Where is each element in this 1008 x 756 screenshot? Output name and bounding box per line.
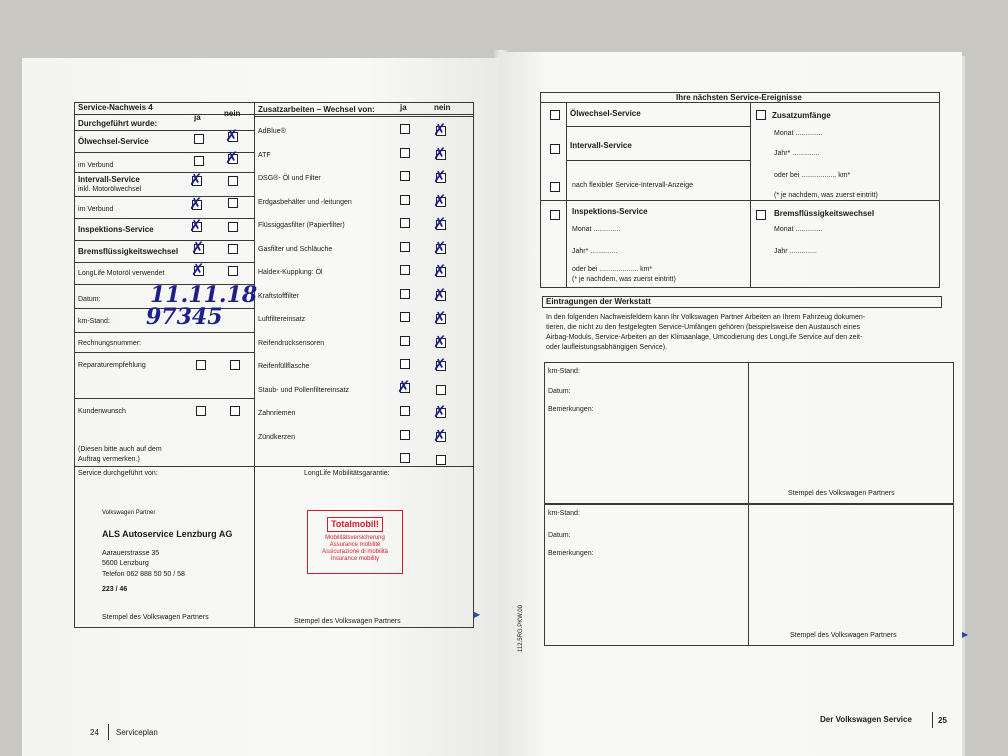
zusatz-ja-checkbox[interactable] <box>400 312 410 322</box>
divider <box>748 504 749 646</box>
zusatz-ja-checkbox[interactable] <box>400 124 410 134</box>
kunden-nein-checkbox[interactable] <box>230 406 240 416</box>
hinweis-2: Auftrag vermerken.) <box>78 456 140 463</box>
stamp-city: 5600 Lenzburg <box>102 560 149 567</box>
zusatz-ja-checkbox[interactable] <box>400 218 410 228</box>
zusatz-row-label: Staub- und Pollenfiltereinsatz <box>258 386 350 394</box>
section-title: Service-Nachweis 4 <box>78 103 153 112</box>
zusatz-label: Zusatzumfänge <box>772 111 831 120</box>
check-mark-icon: ✗ <box>433 284 447 304</box>
longlife-nein-checkbox[interactable] <box>228 266 238 276</box>
werkstatt-box-1 <box>544 362 954 504</box>
next-arrow-icon: ▶ <box>474 610 481 619</box>
check-mark-icon: ✗ <box>433 120 447 139</box>
zusatz-ja-checkbox[interactable] <box>400 359 410 369</box>
reparatur-ja-checkbox[interactable] <box>196 360 206 370</box>
oelwechsel-next-checkbox[interactable] <box>550 110 560 120</box>
zusatz-row-label: Luftfiltereinsatz <box>258 316 306 323</box>
rule <box>74 352 254 353</box>
totalmobil-stamp <box>307 510 403 574</box>
col-nein-right: nein <box>434 103 451 112</box>
zusatz-row-label: Erdgasbehälter und -leitungen <box>258 198 352 206</box>
check-mark-icon: ✗ <box>225 148 239 167</box>
jahr-2: Jahr* .............. <box>572 248 618 255</box>
rule <box>566 160 750 161</box>
durchgefuehrt-label: Durchgeführt wurde: <box>78 119 158 128</box>
werkstatt-text: Airbag-Moduls, Service-Arbeiten an der Klimaanlage, Umcodierung des LongLife Service auf den zeit- <box>546 334 863 341</box>
stempel-1: Stempel des Volkswagen Partners <box>788 490 895 497</box>
check-mark-icon: ✗ <box>433 143 447 163</box>
stamp-partner: Volkswagen Partner <box>102 510 156 516</box>
bemerkungen-1: Bemerkungen: <box>548 406 594 413</box>
zusatz-ja-checkbox[interactable] <box>400 265 410 275</box>
page-title-right: Der Volkswagen Service <box>820 715 912 724</box>
row-verbund-2: im Verbund <box>78 206 114 213</box>
zusatz-ja-checkbox[interactable] <box>400 406 410 416</box>
col-ja: ja <box>194 113 201 122</box>
rule <box>74 332 254 333</box>
zusatz-row-label: AdBlue® <box>258 128 286 135</box>
stempel-2: Stempel des Volkswagen Partners <box>790 632 897 639</box>
next-arrow-icon: ▶ <box>962 630 969 639</box>
brems-nein-checkbox[interactable] <box>228 244 238 254</box>
werkstatt-title: Eintragungen der Werkstatt <box>546 297 651 306</box>
check-mark-icon: ✗ <box>433 402 447 421</box>
zusatz-ja-checkbox[interactable] <box>400 453 410 463</box>
check-mark-icon: ✗ <box>189 170 203 189</box>
check-mark-icon: ✗ <box>433 331 447 351</box>
check-mark-icon: ✗ <box>433 167 447 186</box>
zusatz-row-label: DSG®- Öl und Filter <box>258 175 321 182</box>
flexibel-checkbox[interactable] <box>550 182 560 192</box>
form-divider <box>254 102 255 628</box>
page-title-left: Serviceplan <box>116 728 158 737</box>
zusatz-ja-checkbox[interactable] <box>400 336 410 346</box>
side-code: 112.5RG.PKW.00 <box>518 605 524 652</box>
rule <box>540 102 940 103</box>
zusatz-row-label: Zahnriemen <box>258 410 296 417</box>
zusatz-row-label: ATF <box>258 151 271 159</box>
col-nein: nein <box>224 109 241 118</box>
datum-label: Datum: <box>78 296 101 303</box>
ereignisse-header: Ihre nächsten Service-Ereignisse <box>676 93 802 102</box>
left-page <box>22 58 500 756</box>
check-mark-icon: ✗ <box>433 237 447 257</box>
oelwechsel-next: Ölwechsel-Service <box>570 109 641 118</box>
oder-bei-1: oder bei .................. km* <box>774 172 851 179</box>
datum-1: Datum: <box>548 388 571 395</box>
kunden-label: Kundenwunsch <box>78 408 126 415</box>
row-verbund-1: im Verbund <box>78 162 114 169</box>
zusatz-row-label: Zündkerzen <box>258 433 295 441</box>
row-intervall: Intervall-Service <box>78 175 140 184</box>
check-mark-icon: ✗ <box>189 194 203 213</box>
inspektion-next-checkbox[interactable] <box>550 210 560 220</box>
check-mark-icon: ✗ <box>189 216 203 235</box>
service-by-label: Service durchgeführt von: <box>78 470 158 477</box>
check-mark-icon: ✗ <box>191 260 205 279</box>
oder-bei-2: oder bei .................... km* <box>572 266 653 273</box>
datum-handwritten: 11.11.18 <box>150 282 258 308</box>
bemerkungen-2: Bemerkungen: <box>548 550 594 557</box>
row-inspektion: Inspektions-Service <box>78 225 154 234</box>
werkstatt-text: tieren, die nicht zu den festgelegten Service-Umfängen gehören (beispielsweise den Austausch eines <box>546 324 861 331</box>
zusatz-row-label: Reifenfüllflasche <box>258 363 310 370</box>
km-label: km-Stand: <box>78 318 110 325</box>
rechnung-label: Rechnungsnummer: <box>78 340 142 347</box>
inspektion-next: Inspektions-Service <box>572 207 648 216</box>
check-mark-icon: ✗ <box>433 355 447 374</box>
stamp-phone: Telefon 062 888 50 50 / 58 <box>102 571 185 578</box>
flexibel-label: nach flexibler Service-Intervall-Anzeige <box>572 182 693 189</box>
stamp-code: 223 / 46 <box>102 586 128 593</box>
rule <box>254 116 474 117</box>
km-handwritten: 97345 <box>146 304 223 330</box>
rule <box>74 466 474 467</box>
rule <box>74 240 254 241</box>
je-nachdem-1: (* je nachdem, was zuerst eintritt) <box>774 192 878 199</box>
rule <box>540 200 940 201</box>
verbund1-ja-checkbox[interactable] <box>194 156 204 166</box>
intervall-nein-checkbox[interactable] <box>228 176 238 186</box>
check-mark-icon: ✗ <box>433 308 447 327</box>
stamp-name: ALS Autoservice Lenzburg AG <box>102 529 233 539</box>
stempel-right: Stempel des Volkswagen Partners <box>294 618 401 625</box>
oelwechsel-ja-checkbox[interactable] <box>194 134 204 144</box>
page-number-right: 25 <box>938 716 947 725</box>
divider <box>566 102 567 288</box>
rule <box>74 172 254 173</box>
totalmobil-line: Insurance mobility <box>330 556 380 563</box>
zusatz-row-label: Haldex-Kupplung: Öl <box>258 269 323 276</box>
row-longlife: LongLife Motoröl verwendet <box>78 270 165 277</box>
werkstatt-box-2 <box>544 504 954 646</box>
zusatz-ja-checkbox[interactable] <box>400 171 410 181</box>
monat-1: Monat .............. <box>774 130 823 137</box>
brems-next-checkbox[interactable] <box>756 210 766 220</box>
garantie-label: LongLife Mobilitätsgarantie: <box>304 470 390 477</box>
rule <box>74 114 474 115</box>
verbund2-nein-checkbox[interactable] <box>228 198 238 208</box>
divider <box>750 102 751 288</box>
reparatur-label: Reparaturempfehlung <box>78 362 146 369</box>
datum-2: Datum: <box>548 532 571 539</box>
divider <box>748 362 749 504</box>
intervall-next: Intervall-Service <box>570 141 632 150</box>
page-number-left: 24 <box>90 728 99 737</box>
werkstatt-text: In den folgenden Nachweisfeldern kann Ihr Volkswagen Partner Arbeiten an Ihrem Fahrzeug dokumen- <box>546 314 866 321</box>
werkstatt-text: oder laufleistungsabhängigen Service). <box>546 344 668 351</box>
zusatz-row-label: Gasfilter und Schläuche <box>258 245 333 253</box>
zusatz-ja-checkbox[interactable] <box>400 195 410 205</box>
check-mark-icon: ✗ <box>433 425 447 445</box>
check-mark-icon: ✗ <box>191 238 205 257</box>
zusatz-ja-checkbox[interactable] <box>400 289 410 299</box>
rule <box>74 196 254 197</box>
hinweis-1: (Diesen bitte auch auf dem <box>78 446 162 453</box>
check-mark-icon: ✗ <box>397 376 411 396</box>
je-nachdem-2: (* je nachdem, was zuerst eintritt) <box>572 276 676 283</box>
ereignisse-frame <box>540 92 940 288</box>
row-brems: Bremsflüssigkeitswechsel <box>78 247 179 256</box>
monat-3: Monat .............. <box>774 226 823 233</box>
zusatz-ja-checkbox[interactable] <box>400 430 410 440</box>
brems-next: Bremsflüssigkeitswechsel <box>774 209 875 218</box>
footer-rule <box>932 712 933 728</box>
check-mark-icon: ✗ <box>433 261 447 280</box>
footer-rule <box>108 724 109 740</box>
totalmobil-line: Assurance mobilité <box>329 541 381 548</box>
zusatz-checkbox[interactable] <box>756 110 766 120</box>
zusatz-ja-checkbox[interactable] <box>400 148 410 158</box>
rule <box>566 126 750 127</box>
intervall-next-checkbox[interactable] <box>550 144 560 154</box>
zusatz-row-label: Flüssiggasfilter (Papierfilter) <box>258 222 345 229</box>
km-stand-1: km-Stand: <box>548 368 580 375</box>
zusatz-ja-checkbox[interactable] <box>400 242 410 252</box>
zusatz-row-label: Kraftstofffilter <box>258 292 299 300</box>
stamp-street: Aarauerstrasse 35 <box>102 550 160 557</box>
totalmobil-line: Assicurazione di mobilità <box>321 549 389 556</box>
jahr-1: Jahr* .............. <box>774 150 820 157</box>
check-mark-icon: ✗ <box>433 214 447 233</box>
check-mark-icon: ✗ <box>225 126 239 145</box>
zusatz-nein-checkbox[interactable] <box>436 385 446 395</box>
totalmobil-line: Mobilitätsversicherung <box>325 534 385 541</box>
kunden-ja-checkbox[interactable] <box>196 406 206 416</box>
totalmobil-logo: Totalmobil! <box>327 517 383 532</box>
col-ja-right: ja <box>400 103 407 112</box>
stempel-left: Stempel des Volkswagen Partners <box>102 614 209 621</box>
rule <box>74 218 254 219</box>
monat-2: Monat .............. <box>572 226 621 233</box>
zusatz-row-label: Reifendrucksensoren <box>258 339 325 347</box>
rule <box>74 262 254 263</box>
right-page <box>500 52 969 756</box>
check-mark-icon: ✗ <box>433 190 447 210</box>
row-oelwechsel: Ölwechsel-Service <box>78 137 149 146</box>
rule <box>74 398 254 399</box>
km-stand-2: km-Stand: <box>548 510 580 517</box>
inspektion-nein-checkbox[interactable] <box>228 222 238 232</box>
zusatz-nein-checkbox[interactable] <box>436 455 446 465</box>
jahr-3: Jahr .............. <box>774 248 817 255</box>
reparatur-nein-checkbox[interactable] <box>230 360 240 370</box>
zusatz-title: Zusatzarbeiten – Wechsel von: <box>258 105 375 114</box>
row-intervall-sub: inkl. Motorölwechsel <box>78 186 142 193</box>
